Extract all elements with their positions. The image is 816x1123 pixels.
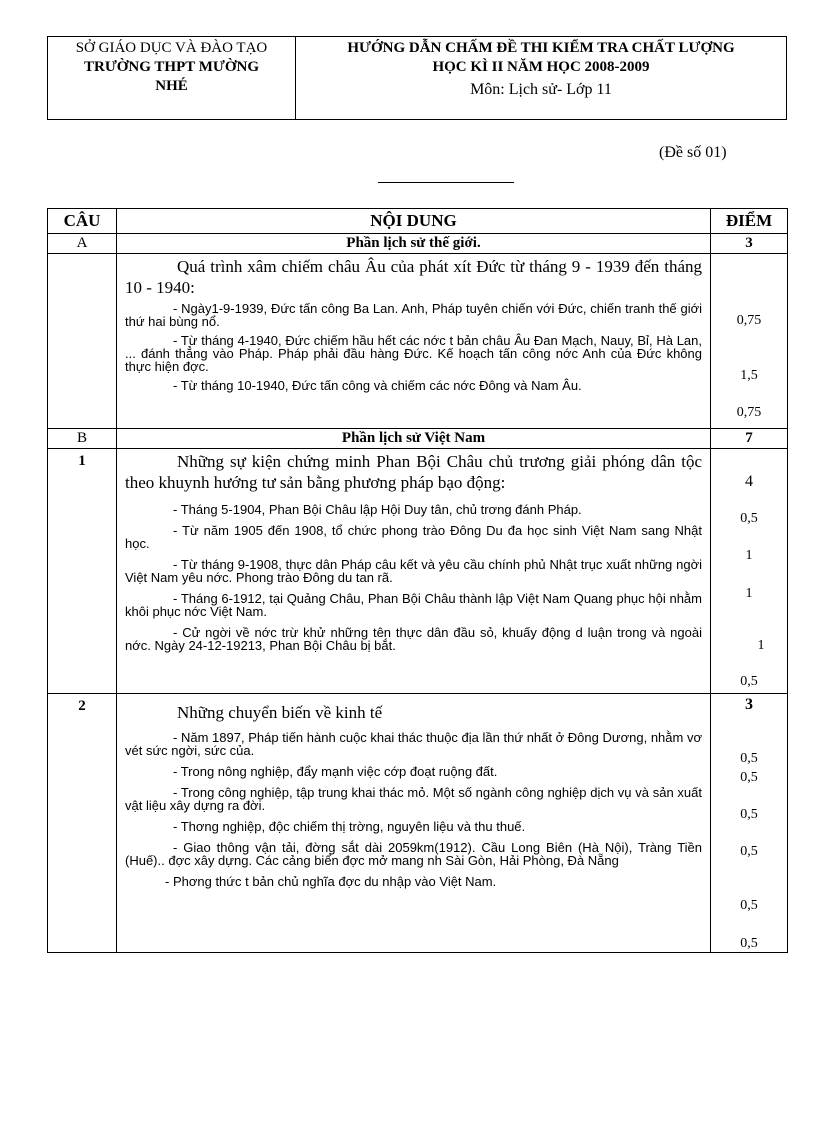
column-header-content: NỘI DUNG	[117, 209, 711, 234]
score-value: 0,5	[740, 936, 758, 951]
column-header-question: CÂU	[48, 209, 117, 234]
answer-item: - Phơng thức t bản chủ nghĩa đợc du nhập vào Việt Nam.	[165, 874, 497, 889]
score-column	[711, 254, 788, 429]
document-title-line-1: HƯỚNG DẪN CHẤM ĐỀ THI KIỂM TRA CHẤT LƯỢNG	[347, 40, 735, 56]
department-block	[48, 37, 296, 119]
column-header-score: ĐIỂM	[711, 209, 788, 234]
score-value: 0,5	[740, 751, 758, 766]
question-row	[48, 449, 788, 694]
question-title: Những chuyển biến về kinh tế	[177, 703, 383, 722]
answer-item: - Cử ngời về nớc trừ khử những tên thực dân đầu sỏ, khuấy động d luận trong và ngoài nớc. Ngày 24-12-19213, Phan Bội Châu bị bắt.	[125, 625, 702, 653]
section-points: 3	[711, 234, 788, 254]
section-label: A	[48, 234, 117, 254]
question-row	[48, 694, 788, 953]
question-number	[48, 254, 117, 429]
score-value: 0,75	[736, 405, 762, 420]
title-block	[296, 37, 786, 119]
answer-item: - Từ tháng 9-1908, thực dân Pháp câu kết và yêu cầu chính phủ Nhật trục xuất những ngời Việt Nam yêu nớc. Phong trào Đông du tan rã.	[125, 557, 702, 585]
department-line-2: TRƯỜNG THPT MƯỜNG	[83, 59, 259, 75]
score-value: 1	[757, 638, 765, 653]
score-value: 0,75	[736, 313, 762, 328]
marking-table	[47, 208, 788, 953]
answer-item: - Từ năm 1905 đến 1908, tổ chức phong trào Đông Du đa học sinh Việt Nam sang Nhật học.	[125, 523, 702, 551]
answer-item: - Tháng 5-1904, Phan Bội Châu lập Hội Duy tân, chủ trơng đánh Pháp.	[173, 502, 582, 517]
divider-rule	[378, 182, 514, 183]
question-content	[117, 254, 711, 429]
table-header-row	[48, 209, 788, 234]
score-value: 0,5	[740, 898, 758, 913]
score-value: 0,5	[740, 511, 758, 526]
question-content	[117, 449, 711, 694]
header-box	[47, 36, 787, 120]
score-value: 0,5	[740, 674, 758, 689]
question-title: Những sự kiện chứng minh Phan Bội Châu chủ trương giải phóng dân tộc theo khuynh hướng tư sản bằng phương pháp bạo động:	[125, 452, 702, 492]
score-value: 1	[745, 548, 753, 563]
section-row-b	[48, 429, 788, 449]
section-title: Phần lịch sử thế giới.	[117, 234, 711, 254]
answer-item: - Thơng nghiệp, độc chiếm thị trờng, nguyên liệu và thu thuế.	[173, 819, 526, 834]
score-value: 0,5	[740, 770, 758, 785]
answer-item: - Giao thông vận tải, đờng sắt dài 2059km(1912). Cầu Long Biên (Hà Nội), Tràng Tiền (Huế).. đợc xây dựng. Các cảng biển đợc mở mang nh Sài Gòn, Hải Phòng, Đà Nẵng	[125, 840, 702, 868]
question-number: 2	[48, 694, 117, 953]
subject-line: Môn: Lịch sử- Lớp 11	[470, 81, 612, 98]
question-number: 1	[48, 449, 117, 694]
score-value: 4	[745, 473, 753, 490]
score-column	[711, 449, 788, 694]
department-line-3: NHÉ	[155, 78, 188, 94]
answer-item: - Tháng 6-1912, tại Quảng Châu, Phan Bội Châu thành lập Việt Nam Quang phục hội nhằm khôi phục nớc Việt Nam.	[125, 591, 702, 619]
score-column	[711, 694, 788, 953]
answer-item: - Từ tháng 4-1940, Đức chiếm hầu hết các nớc t bản châu Âu Đan Mạch, Nauy, Bỉ, Hà Lan, ... đánh thẳng vào Pháp. Pháp phải đầu hàng Đức. Kế hoạch tấn công nớc Anh của Đức không thực hiện đợc.	[125, 333, 702, 374]
answer-item: - Từ tháng 10-1940, Đức tấn công và chiếm các nớc Đông và Nam Âu.	[173, 378, 582, 393]
answer-item: - Trong công nghiệp, tập trung khai thác mỏ. Một số ngành công nghiệp dịch vụ và sản xuất vật liệu xây dựng ra đời.	[125, 785, 702, 813]
score-value: 3	[745, 696, 753, 713]
score-value: 0,5	[740, 807, 758, 822]
answer-item: - Trong nông nghiệp, đẩy mạnh việc cớp đoạt ruộng đất.	[173, 764, 498, 779]
document-title-line-2: HỌC KÌ II NĂM HỌC 2008-2009	[432, 59, 650, 75]
exam-code: (Đề số 01)	[659, 144, 727, 161]
section-title: Phần lịch sử Việt Nam	[117, 429, 711, 449]
answer-item: - Năm 1897, Pháp tiến hành cuộc khai thác thuộc địa lần thứ nhất ở Đông Dương, nhằm vơ vét sức ngời, sức của.	[125, 730, 702, 758]
section-label: B	[48, 429, 117, 449]
score-value: 1,5	[740, 368, 758, 383]
score-value: 1	[745, 586, 753, 601]
question-row	[48, 254, 788, 429]
section-points: 7	[711, 429, 788, 449]
question-title: Quá trình xâm chiếm châu Âu của phát xít Đức từ tháng 9 - 1939 đến tháng 10 - 1940:	[125, 257, 702, 297]
section-row-a	[48, 234, 788, 254]
department-line-1: SỞ GIÁO DỤC VÀ ĐÀO TẠO	[75, 40, 268, 56]
question-content	[117, 694, 711, 953]
score-value: 0,5	[740, 844, 758, 859]
answer-item: - Ngày1-9-1939, Đức tấn công Ba Lan. Anh, Pháp tuyên chiến với Đức, chiến tranh thế giới thứ hai bùng nổ.	[125, 301, 702, 329]
